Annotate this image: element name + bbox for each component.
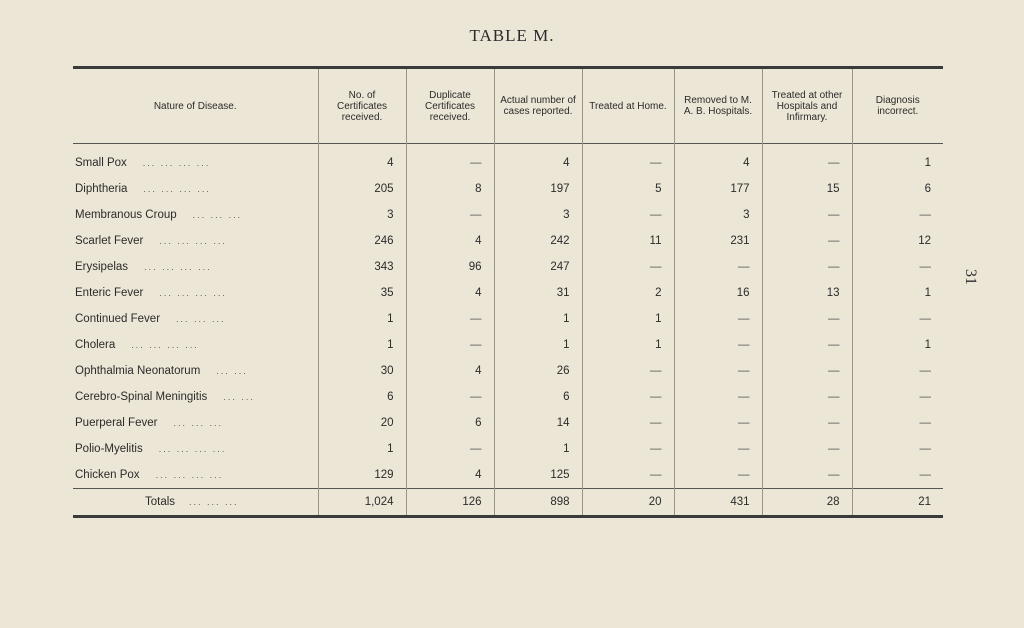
cell-value: — bbox=[674, 410, 762, 436]
leader-dots: ... ... ... ... bbox=[159, 288, 227, 298]
leader-dots: ... ... ... ... bbox=[144, 262, 212, 272]
cell-value: 2 bbox=[582, 280, 674, 306]
cell-value: 246 bbox=[318, 228, 406, 254]
disease-name-cell bbox=[73, 306, 318, 332]
cell-value: — bbox=[852, 462, 943, 489]
cell-value: — bbox=[852, 384, 943, 410]
cell-value: — bbox=[406, 144, 494, 177]
cell-value: 26 bbox=[494, 358, 582, 384]
leader-dots: ... ... bbox=[223, 392, 255, 402]
disease-name-cell bbox=[73, 384, 318, 410]
disease-name: Enteric Fever bbox=[75, 287, 144, 299]
cell-value: — bbox=[406, 202, 494, 228]
cell-value: 343 bbox=[318, 254, 406, 280]
disease-name-cell bbox=[73, 436, 318, 462]
header-treated-home: Treated at Home. bbox=[582, 68, 674, 144]
cell-value: 20 bbox=[318, 410, 406, 436]
disease-name: Membranous Croup bbox=[75, 209, 177, 221]
table-row bbox=[73, 358, 943, 384]
cell-value: 3 bbox=[674, 202, 762, 228]
disease-name: Ophthalmia Neonatorum bbox=[75, 365, 201, 377]
totals-value: 28 bbox=[762, 489, 852, 517]
cell-value: 30 bbox=[318, 358, 406, 384]
totals-value: 1,024 bbox=[318, 489, 406, 517]
leader-dots: ... ... bbox=[216, 366, 248, 376]
cell-value: — bbox=[674, 306, 762, 332]
totals-row bbox=[73, 489, 943, 517]
cell-value: — bbox=[852, 410, 943, 436]
header-duplicates: Duplicate Certificates received. bbox=[406, 68, 494, 144]
cell-value: 1 bbox=[494, 332, 582, 358]
cell-value: — bbox=[852, 358, 943, 384]
leader-dots: ... ... ... ... bbox=[143, 184, 211, 194]
leader-dots: ... ... ... bbox=[173, 418, 223, 428]
cell-value: — bbox=[582, 384, 674, 410]
cell-value: — bbox=[582, 358, 674, 384]
disease-name-cell bbox=[73, 410, 318, 436]
table-row bbox=[73, 144, 943, 177]
leader-dots: ... ... ... ... bbox=[142, 158, 211, 168]
cell-value: 129 bbox=[318, 462, 406, 489]
cell-value: 4 bbox=[406, 462, 494, 489]
header-nature: Nature of Disease. bbox=[153, 100, 237, 112]
cell-value: 1 bbox=[318, 436, 406, 462]
totals-value: 21 bbox=[852, 489, 943, 517]
leader-dots: ... ... ... bbox=[189, 497, 239, 507]
cell-value: — bbox=[762, 358, 852, 384]
cell-value: — bbox=[674, 384, 762, 410]
cell-value: — bbox=[582, 254, 674, 280]
cell-value: — bbox=[762, 144, 852, 177]
disease-name-cell bbox=[73, 176, 318, 202]
cell-value: 8 bbox=[406, 176, 494, 202]
cell-value: 4 bbox=[674, 144, 762, 177]
header-actual-cases: Actual number of cases reported. bbox=[494, 68, 582, 144]
totals-value: 431 bbox=[674, 489, 762, 517]
cell-value: 1 bbox=[494, 306, 582, 332]
totals-value: 126 bbox=[406, 489, 494, 517]
disease-name: Erysipelas bbox=[75, 261, 129, 273]
cell-value: 247 bbox=[494, 254, 582, 280]
cell-value: 1 bbox=[582, 306, 674, 332]
table-row bbox=[73, 176, 943, 202]
cell-value: — bbox=[582, 436, 674, 462]
header-diagnosis-incorrect: Diagnosis incorrect. bbox=[852, 68, 943, 144]
cell-value: — bbox=[762, 202, 852, 228]
cell-value: 1 bbox=[852, 144, 943, 177]
cell-value: 13 bbox=[762, 280, 852, 306]
cell-value: 1 bbox=[318, 332, 406, 358]
leader-dots: ... ... ... ... bbox=[131, 340, 199, 350]
cell-value: — bbox=[406, 306, 494, 332]
cell-value: — bbox=[406, 384, 494, 410]
table-row bbox=[73, 254, 943, 280]
cell-value: — bbox=[762, 384, 852, 410]
totals-value: 20 bbox=[582, 489, 674, 517]
cell-value: — bbox=[674, 332, 762, 358]
disease-name: Scarlet Fever bbox=[75, 235, 144, 247]
header-removed-mab: Removed to M. A. B. Hospitals. bbox=[674, 68, 762, 144]
cell-value: 15 bbox=[762, 176, 852, 202]
header-other-hospitals: Treated at other Hospitals and Infirmary. bbox=[762, 68, 852, 144]
disease-name-cell bbox=[73, 202, 318, 228]
leader-dots: ... ... ... ... bbox=[155, 470, 224, 480]
cell-value: 12 bbox=[852, 228, 943, 254]
cell-value: — bbox=[852, 254, 943, 280]
disease-name-cell bbox=[73, 358, 318, 384]
cell-value: 231 bbox=[674, 228, 762, 254]
cell-value: 96 bbox=[406, 254, 494, 280]
table-row bbox=[73, 280, 943, 306]
totals-label: Totals bbox=[145, 496, 176, 508]
cell-value: — bbox=[762, 436, 852, 462]
cell-value: — bbox=[762, 410, 852, 436]
cell-value: 31 bbox=[494, 280, 582, 306]
cell-value: — bbox=[582, 462, 674, 489]
leader-dots: ... ... ... bbox=[192, 210, 243, 220]
cell-value: 4 bbox=[406, 280, 494, 306]
disease-name: Continued Fever bbox=[75, 313, 161, 325]
cell-value: 6 bbox=[494, 384, 582, 410]
disease-name-cell bbox=[73, 332, 318, 358]
disease-name: Chicken Pox bbox=[75, 469, 140, 481]
cell-value: 1 bbox=[318, 306, 406, 332]
leader-dots: ... ... ... ... bbox=[158, 444, 227, 454]
cell-value: 11 bbox=[582, 228, 674, 254]
cell-value: 1 bbox=[852, 280, 943, 306]
cell-value: — bbox=[406, 436, 494, 462]
table-row bbox=[73, 306, 943, 332]
cell-value: 35 bbox=[318, 280, 406, 306]
cell-value: — bbox=[674, 462, 762, 489]
table-row bbox=[73, 410, 943, 436]
cell-value: 1 bbox=[852, 332, 943, 358]
disease-name: Small Pox bbox=[75, 157, 127, 169]
header-certificates: No. of Certificates received. bbox=[318, 68, 406, 144]
table-row bbox=[73, 202, 943, 228]
cell-value: 6 bbox=[318, 384, 406, 410]
page-number: 31 bbox=[962, 269, 979, 285]
disease-name-cell bbox=[73, 254, 318, 280]
totals-cell bbox=[73, 489, 318, 517]
disease-name: Puerperal Fever bbox=[75, 417, 158, 429]
table-row bbox=[73, 228, 943, 254]
cell-value: — bbox=[582, 202, 674, 228]
cell-value: — bbox=[406, 332, 494, 358]
disease-name-cell bbox=[73, 280, 318, 306]
cell-value: 5 bbox=[582, 176, 674, 202]
cell-value: 125 bbox=[494, 462, 582, 489]
cell-value: 3 bbox=[494, 202, 582, 228]
cell-value: — bbox=[762, 254, 852, 280]
cell-value: 197 bbox=[494, 176, 582, 202]
cell-value: — bbox=[852, 306, 943, 332]
disease-name-cell bbox=[73, 228, 318, 254]
cell-value: 4 bbox=[318, 144, 406, 177]
disease-name-cell bbox=[73, 144, 318, 177]
disease-name: Diphtheria bbox=[75, 183, 128, 195]
disease-name: Cholera bbox=[75, 339, 116, 351]
header-row bbox=[73, 68, 943, 144]
table-title: TABLE M. bbox=[469, 26, 555, 45]
table-row bbox=[73, 436, 943, 462]
cell-value: — bbox=[762, 462, 852, 489]
cell-value: 6 bbox=[406, 410, 494, 436]
cell-value: 1 bbox=[582, 332, 674, 358]
cell-value: — bbox=[762, 228, 852, 254]
table-row bbox=[73, 384, 943, 410]
leader-dots: ... ... ... bbox=[176, 314, 226, 324]
cell-value: 242 bbox=[494, 228, 582, 254]
cell-value: — bbox=[852, 202, 943, 228]
leader-dots: ... ... ... ... bbox=[159, 236, 227, 246]
disease-name: Cerebro-Spinal Meningitis bbox=[75, 391, 208, 403]
cell-value: 3 bbox=[318, 202, 406, 228]
cell-value: 6 bbox=[852, 176, 943, 202]
cell-value: 1 bbox=[494, 436, 582, 462]
cell-value: 4 bbox=[406, 228, 494, 254]
cell-value: 4 bbox=[494, 144, 582, 177]
table-row bbox=[73, 462, 943, 489]
cell-value: 14 bbox=[494, 410, 582, 436]
cell-value: — bbox=[674, 436, 762, 462]
cell-value: 16 bbox=[674, 280, 762, 306]
cell-value: — bbox=[674, 254, 762, 280]
cell-value: 4 bbox=[406, 358, 494, 384]
table-row bbox=[73, 332, 943, 358]
disease-name-cell bbox=[73, 462, 318, 489]
cell-value: — bbox=[762, 332, 852, 358]
cell-value: 177 bbox=[674, 176, 762, 202]
cell-value: 205 bbox=[318, 176, 406, 202]
disease-name: Polio-Myelitis bbox=[75, 443, 143, 455]
cell-value: — bbox=[674, 358, 762, 384]
cell-value: — bbox=[762, 306, 852, 332]
disease-table bbox=[73, 66, 943, 518]
cell-value: — bbox=[852, 436, 943, 462]
totals-value: 898 bbox=[494, 489, 582, 517]
cell-value: — bbox=[582, 410, 674, 436]
cell-value: — bbox=[582, 144, 674, 177]
